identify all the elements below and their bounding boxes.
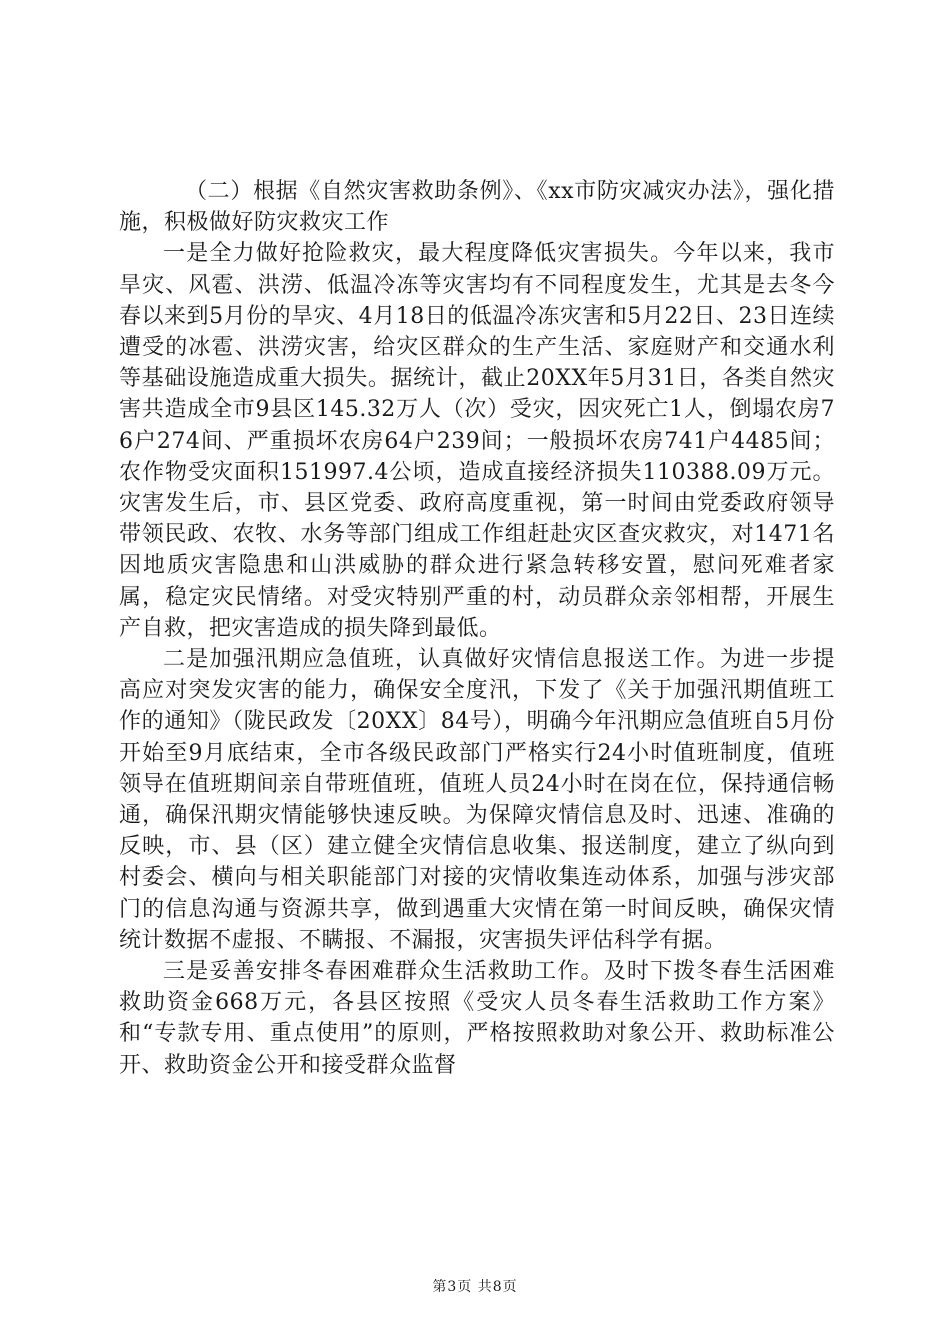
section-heading: （二）根据《自然灾害救助条例》、《xx市防灾减灾办法》，强化措施，积极做好防灾救灾工作 bbox=[119, 179, 835, 236]
document-body bbox=[119, 176, 835, 1081]
paragraph-flood-duty: 二是加强汛期应急值班，认真做好灾情信息报送工作。为进一步提高应对突发灾害的能力，确保安全度汛，下发了《关于加强汛期值班工作的通知》（陇民政发〔20XX〕84号），明确今年汛期应急值班自5月份开始至9月底结束，全市各级民政部门严格实行24小时值班制度，值班领导在值班期间亲自带班值班，值班人员24小时在岗在位，保持通信畅通，确保汛期灾情能够快速反映。为保障灾情信息及时、迅速、准确的反映，市、县（区）建立健全灾情信息收集、报送制度，建立了纵向到村委会、横向与相关职能部门对接的灾情收集连动体系，加强与涉灾部门的信息沟通与资源共享，做到遇重大灾情在第一时间反映，确保灾情统计数据不虚报、不瞒报、不漏报，灾害损失评估科学有据。 bbox=[119, 647, 835, 953]
paragraph-winter-relief: 三是妥善安排冬春困难群众生活救助工作。及时下拨冬春生活困难救助资金668万元，各县区按照《受灾人员冬春生活救助工作方案》和“专款专用、重点使用”的原则，严格按照救助对象公开、救助标准公开、救助资金公开和接受群众监督 bbox=[119, 959, 835, 1078]
page-footer: 第3页 共8页 bbox=[432, 1279, 518, 1295]
paragraph-disaster-relief: 一是全力做好抢险救灾，最大程度降低灾害损失。今年以来，我市旱灾、风雹、洪涝、低温冷冻等灾害均有不同程度发生，尤其是去冬今春以来到5月份的旱灾、4月18日的低温冷冻灾害和5月22日、23日连续遭受的冰雹、洪涝灾害，给灾区群众的生产生活、家庭财产和交通水利等基础设施造成重大损失。据统计，截止20XX年5月31日，各类自然灾害共造成全市9县区145.32万人（次）受灾，因灾死亡1人，倒塌农房76户274间、严重损坏农房64户239间；一般损坏农房741户4485间；农作物受灾面积151997.4公顷，造成直接经济损失110388.09万元。灾害发生后，市、县区党委、政府高度重视，第一时间由党委政府领导带领民政、农牧、水务等部门组成工作组赶赴灾区查灾救灾，对1471名因地质灾害隐患和山洪威胁的群众进行紧急转移安置，慰问死难者家属，稳定灾民情绪。对受灾特别严重的村，动员群众亲邻相帮，开展生产自救，把灾害造成的损失降到最低。 bbox=[119, 241, 835, 641]
